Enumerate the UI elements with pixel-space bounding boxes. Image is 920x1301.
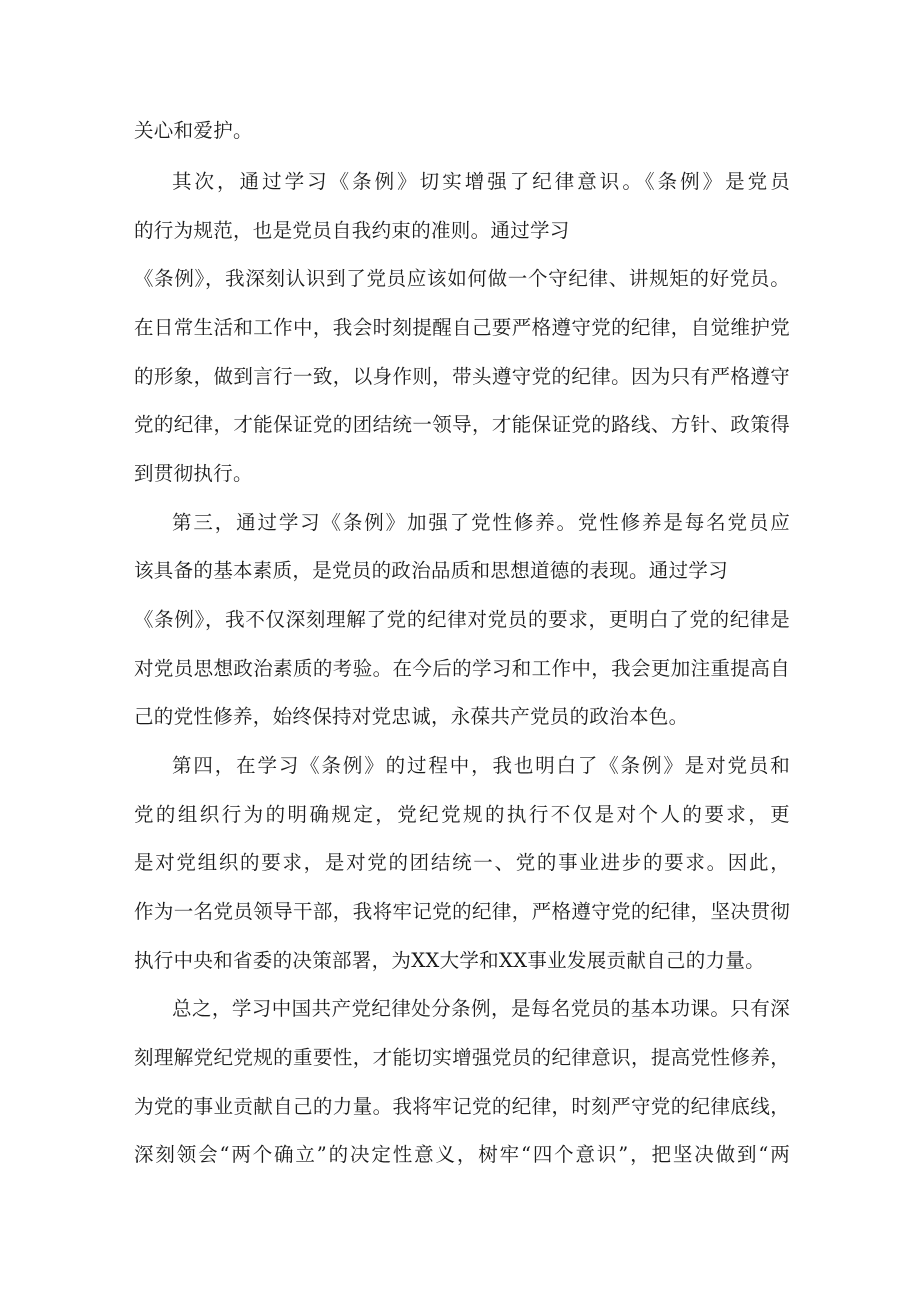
text-line: 其次，通过学习《条例》切实增强了纪律意识。《条例》是党员 [172,170,790,193]
text-line: 己的党性修养，始终保持对党忠诚，永葆共产党员的政治本色。 [134,705,689,728]
text-line: 《条例》，我深刻认识到了党员应该如何做一个守纪律、讲规矩的好党员。 [134,267,790,290]
text-line: 为党的事业贡献自己的力量。我将牢记党的纪律，时刻严守党的纪律底线， [134,1095,790,1118]
text-line: 的形象，做到言行一致，以身作则，带头遵守党的纪律。因为只有严格遵守 [134,365,790,388]
text-line: 对党员思想政治素质的考验。在今后的学习和工作中，我会更加注重提高自 [134,657,790,680]
text-line: 《条例》，我不仅深刻理解了党的纪律对党员的要求，更明白了党的纪律是 [134,608,790,631]
text-line: 到贯彻执行。 [134,462,253,485]
text-line: 关心和爱护。 [134,119,253,142]
text-line: 的行为规范，也是党员自我约束的准则。通过学习 [134,219,570,242]
text-line: 刻理解党纪党规的重要性，才能切实增强党员的纪律意识，提高党性修养， [134,1046,790,1069]
text-line: 党的纪律，才能保证党的团结统一领导，才能保证党的路线、方针、政策得 [134,413,790,436]
text-line: 该具备的基本素质，是党员的政治品质和思想道德的表现。通过学习 [134,559,729,582]
text-line: 第四，在学习《条例》的过程中，我也明白了《条例》是对党员和 [172,754,790,777]
text-line: 在日常生活和工作中，我会时刻提醒自己要严格遵守党的纪律，自觉维护党 [134,316,790,339]
text-line: 党的组织行为的明确规定，党纪党规的执行不仅是对个人的要求，更 [134,803,790,826]
text-line: 作为一名党员领导干部，我将牢记党的纪律，严格遵守党的纪律，坚决贯彻 [134,900,790,923]
text-line: 深刻领会“两个确立”的决定性意义，树牢“四个意识”，把坚决做到“两 [134,1143,790,1166]
text-line: 第三，通过学习《条例》加强了党性修养。党性修养是每名党员应 [172,511,790,534]
text-line: 执行中央和省委的决策部署，为XX大学和XX事业发展贡献自己的力量。 [134,949,765,972]
text-line: 是对党组织的要求，是对党的团结统一、党的事业进步的要求。因此， [134,851,790,874]
text-line: 总之，学习中国共产党纪律处分条例，是每名党员的基本功课。只有深 [172,997,790,1020]
